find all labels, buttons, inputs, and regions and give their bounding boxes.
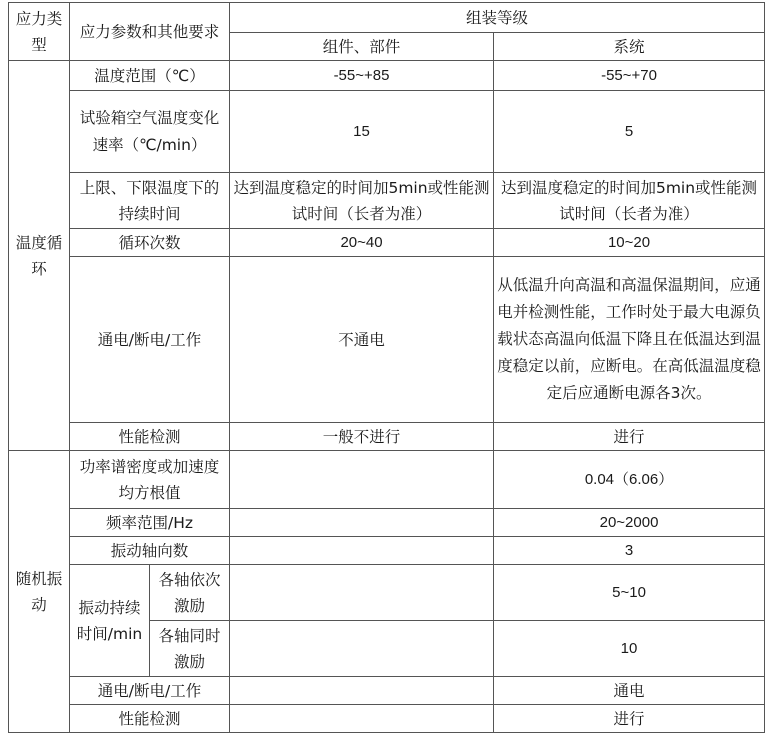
random-system-simultaneous: 10: [494, 621, 765, 677]
random-component-test: [230, 705, 494, 733]
thermal-system-power: 从低温升向高温和高温保温期间，应通电并检测性能，工作时处于最大电源负载状态高温向低温下降且在低温达到温度稳定以前，应断电。在高低温温度稳定后应通断电源各3次。: [494, 257, 765, 423]
random-component-psd: [230, 451, 494, 509]
header-system: 系统: [494, 33, 765, 61]
random-system-axes: 3: [494, 537, 765, 565]
random-param-freq: 频率范围/Hz: [70, 509, 230, 537]
random-system-psd: 0.04（6.06）: [494, 451, 765, 509]
random-duration-simultaneous-label: 各轴同时激励: [150, 621, 230, 677]
random-component-freq: [230, 509, 494, 537]
thermal-component-rate: 15: [230, 91, 494, 173]
header-component: 组件、部件: [230, 33, 494, 61]
thermal-system-test: 进行: [494, 423, 765, 451]
header-stress-type: 应力类型: [9, 3, 70, 61]
thermal-component-cycles: 20~40: [230, 229, 494, 257]
random-system-freq: 20~2000: [494, 509, 765, 537]
random-param-psd: 功率谱密度或加速度均方根值: [70, 451, 230, 509]
random-component-power: [230, 677, 494, 705]
thermal-system-rate: 5: [494, 91, 765, 173]
thermal-component-dwell: 达到温度稳定的时间加5min或性能测试时间（长者为准）: [230, 173, 494, 229]
thermal-component-test: 一般不进行: [230, 423, 494, 451]
thermal-group-label: 温度循环: [9, 61, 70, 451]
thermal-system-range: -55~+70: [494, 61, 765, 91]
random-component-axes: [230, 537, 494, 565]
thermal-component-range: -55~+85: [230, 61, 494, 91]
thermal-param-test: 性能检测: [70, 423, 230, 451]
random-group-label: 随机振动: [9, 451, 70, 733]
header-param: 应力参数和其他要求: [70, 3, 230, 61]
random-system-power: 通电: [494, 677, 765, 705]
thermal-param-rate: 试验箱空气温度变化速率（℃/min）: [70, 91, 230, 173]
thermal-param-power: 通电/断电/工作: [70, 257, 230, 423]
random-param-power: 通电/断电/工作: [70, 677, 230, 705]
thermal-component-power: 不通电: [230, 257, 494, 423]
random-duration-label: 振动持续时间/min: [70, 565, 150, 677]
header-level: 组装等级: [230, 3, 765, 33]
random-param-axes: 振动轴向数: [70, 537, 230, 565]
random-component-simultaneous: [230, 621, 494, 677]
thermal-param-cycles: 循环次数: [70, 229, 230, 257]
test-requirements-table: [8, 2, 765, 733]
thermal-param-range: 温度范围（℃）: [70, 61, 230, 91]
random-duration-sequential-label: 各轴依次激励: [150, 565, 230, 621]
thermal-param-dwell: 上限、下限温度下的持续时间: [70, 173, 230, 229]
random-param-test: 性能检测: [70, 705, 230, 733]
random-system-sequential: 5~10: [494, 565, 765, 621]
thermal-system-dwell: 达到温度稳定的时间加5min或性能测试时间（长者为准）: [494, 173, 765, 229]
random-system-test: 进行: [494, 705, 765, 733]
random-component-sequential: [230, 565, 494, 621]
thermal-system-cycles: 10~20: [494, 229, 765, 257]
